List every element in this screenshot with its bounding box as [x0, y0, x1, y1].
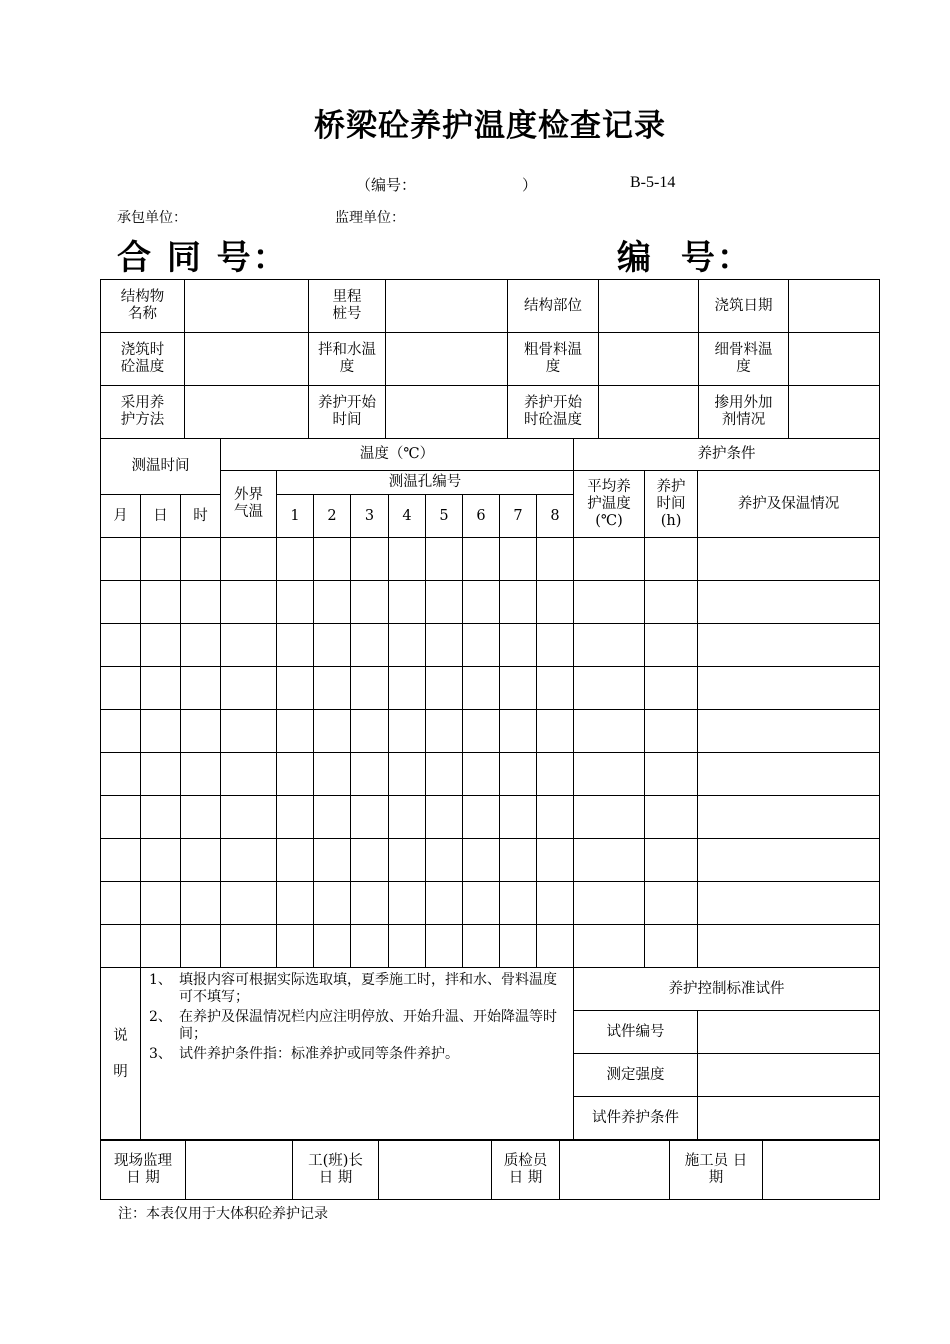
data-cell[interactable] [101, 581, 141, 624]
data-cell[interactable] [351, 667, 389, 710]
data-cell[interactable] [645, 925, 698, 968]
data-cell[interactable] [574, 710, 645, 753]
data-cell[interactable] [181, 667, 221, 710]
data-cell[interactable] [463, 667, 500, 710]
data-cell[interactable] [351, 538, 389, 581]
curing-insulation-header: 养护及保温情况 [698, 471, 880, 538]
month-header: 月 [101, 495, 141, 538]
measure-time-header: 测温时间 [101, 439, 221, 495]
curing-start-time-field[interactable] [386, 386, 508, 439]
coarse-temp-label: 粗骨料温度 [508, 333, 599, 386]
data-cell[interactable] [221, 581, 277, 624]
data-cell[interactable] [277, 925, 314, 968]
supervisor-sign-label: 现场监理日 期 [101, 1141, 186, 1200]
data-cell[interactable] [277, 710, 314, 753]
data-cell[interactable] [141, 538, 181, 581]
specimen-number-label: 试件编号 [574, 1011, 698, 1054]
specimen-strength-field[interactable] [698, 1054, 880, 1097]
data-cell[interactable] [351, 839, 389, 882]
data-cell[interactable] [537, 753, 574, 796]
data-cell[interactable] [221, 839, 277, 882]
data-cell[interactable] [141, 667, 181, 710]
note-item: 1、 填报内容可根据实际选取填，夏季施工时，拌和水、骨料温度可不填写； [149, 972, 557, 1005]
inspector-sign-field[interactable] [560, 1141, 670, 1200]
table-row [101, 538, 880, 581]
data-cell[interactable] [537, 882, 574, 925]
coarse-temp-field[interactable] [599, 333, 699, 386]
data-cell[interactable] [389, 796, 426, 839]
data-cell[interactable] [645, 710, 698, 753]
data-cell[interactable] [463, 882, 500, 925]
data-cell[interactable] [463, 839, 500, 882]
data-cell[interactable] [426, 796, 463, 839]
data-cell[interactable] [389, 710, 426, 753]
data-cell[interactable] [351, 753, 389, 796]
info-table [100, 279, 880, 439]
pour-temp-label: 浇筑时砼温度 [101, 333, 185, 386]
data-cell[interactable] [141, 581, 181, 624]
data-cell[interactable] [141, 796, 181, 839]
structure-part-field[interactable] [599, 280, 699, 333]
curing-method-label: 采用养护方法 [101, 386, 185, 439]
curing-method-field[interactable] [185, 386, 309, 439]
data-cell[interactable] [314, 839, 351, 882]
data-cell[interactable] [277, 624, 314, 667]
data-cell[interactable] [277, 753, 314, 796]
admixture-field[interactable] [789, 386, 880, 439]
data-cell[interactable] [101, 538, 141, 581]
day-header: 日 [141, 495, 181, 538]
structure-name-field[interactable] [185, 280, 309, 333]
number-label-open: （编号： [356, 176, 417, 194]
curing-start-temp-field[interactable] [599, 386, 699, 439]
contract-no-label: 合 同 号： [117, 238, 289, 278]
table-row [101, 882, 880, 925]
data-cell[interactable] [277, 882, 314, 925]
data-cell[interactable] [500, 925, 537, 968]
structure-name-label: 结构物名称 [101, 280, 185, 333]
data-cell[interactable] [351, 925, 389, 968]
data-cell[interactable] [314, 710, 351, 753]
specimen-title: 养护控制标准试件 [574, 968, 880, 1011]
data-cell[interactable] [351, 581, 389, 624]
data-cell[interactable] [574, 581, 645, 624]
table-row [101, 753, 880, 796]
curing-start-temp-label: 养护开始时砼温度 [508, 386, 599, 439]
data-cell[interactable] [221, 624, 277, 667]
data-cell[interactable] [181, 710, 221, 753]
fine-temp-field[interactable] [789, 333, 880, 386]
curing-conditions-header: 养护条件 [574, 439, 880, 471]
data-cell[interactable] [463, 581, 500, 624]
data-cell[interactable] [500, 667, 537, 710]
inspector-sign-label: 质检员日 期 [492, 1141, 560, 1200]
data-cell[interactable] [537, 581, 574, 624]
specimen-strength-label: 测定强度 [574, 1054, 698, 1097]
foreman-sign-field[interactable] [379, 1141, 492, 1200]
hole-8-header: 8 [537, 495, 574, 538]
data-cell[interactable] [500, 710, 537, 753]
data-cell[interactable] [698, 753, 880, 796]
temperature-header: 温度（℃） [221, 439, 574, 471]
data-rows [101, 538, 880, 968]
data-cell[interactable] [181, 581, 221, 624]
data-cell[interactable] [537, 839, 574, 882]
data-cell[interactable] [645, 839, 698, 882]
data-cell[interactable] [314, 581, 351, 624]
data-cell[interactable] [277, 581, 314, 624]
structure-part-label: 结构部位 [508, 280, 599, 333]
data-cell[interactable] [463, 710, 500, 753]
supervisor-label: 监理单位： [335, 210, 405, 226]
data-cell[interactable] [645, 667, 698, 710]
signature-table [100, 1140, 880, 1200]
data-cell[interactable] [537, 538, 574, 581]
data-cell[interactable] [698, 624, 880, 667]
data-cell[interactable] [463, 925, 500, 968]
data-cell[interactable] [141, 925, 181, 968]
data-cell[interactable] [389, 538, 426, 581]
data-cell[interactable] [101, 839, 141, 882]
data-cell[interactable] [277, 667, 314, 710]
data-cell[interactable] [141, 882, 181, 925]
specimen-condition-label: 试件养护条件 [574, 1097, 698, 1140]
pour-date-field[interactable] [789, 280, 880, 333]
table-row [101, 710, 880, 753]
data-cell[interactable] [314, 667, 351, 710]
data-cell[interactable] [574, 538, 645, 581]
curing-hours-header: 养护时间(h) [645, 471, 698, 538]
data-cell[interactable] [181, 925, 221, 968]
table-row [101, 581, 880, 624]
data-cell[interactable] [141, 753, 181, 796]
hole-7-header: 7 [500, 495, 537, 538]
data-cell[interactable] [537, 710, 574, 753]
table-row [101, 925, 880, 968]
data-cell[interactable] [698, 796, 880, 839]
data-cell[interactable] [181, 839, 221, 882]
data-cell[interactable] [351, 710, 389, 753]
admixture-label: 掺用外加剂情况 [699, 386, 789, 439]
temperature-table [100, 438, 880, 1140]
pour-temp-field[interactable] [185, 333, 309, 386]
data-cell[interactable] [574, 624, 645, 667]
data-cell[interactable] [351, 796, 389, 839]
data-cell[interactable] [141, 839, 181, 882]
hole-3-header: 3 [351, 495, 389, 538]
worker-sign-label: 施工员 日期 [670, 1141, 763, 1200]
data-cell[interactable] [426, 710, 463, 753]
data-cell[interactable] [698, 839, 880, 882]
data-cell[interactable] [221, 925, 277, 968]
hole-2-header: 2 [314, 495, 351, 538]
contractor-label: 承包单位： [117, 210, 187, 226]
data-cell[interactable] [314, 882, 351, 925]
data-cell[interactable] [101, 796, 141, 839]
outside-temp-header: 外界气温 [221, 471, 277, 538]
data-cell[interactable] [645, 753, 698, 796]
data-cell[interactable] [463, 753, 500, 796]
data-cell[interactable] [698, 581, 880, 624]
data-cell[interactable] [426, 882, 463, 925]
data-cell[interactable] [500, 796, 537, 839]
data-cell[interactable] [426, 667, 463, 710]
mileage-field[interactable] [386, 280, 508, 333]
data-cell[interactable] [314, 538, 351, 581]
water-temp-label: 拌和水温度 [309, 333, 386, 386]
data-cell[interactable] [500, 882, 537, 925]
data-cell[interactable] [181, 882, 221, 925]
data-cell[interactable] [426, 839, 463, 882]
data-cell[interactable] [389, 882, 426, 925]
data-cell[interactable] [101, 753, 141, 796]
data-cell[interactable] [221, 882, 277, 925]
hour-header: 时 [181, 495, 221, 538]
data-cell[interactable] [351, 624, 389, 667]
data-cell[interactable] [277, 839, 314, 882]
data-cell[interactable] [537, 796, 574, 839]
data-cell[interactable] [537, 925, 574, 968]
notes-label: 说明 [101, 968, 141, 1140]
data-cell[interactable] [537, 667, 574, 710]
data-cell[interactable] [537, 624, 574, 667]
data-cell[interactable] [698, 667, 880, 710]
avg-temp-header: 平均养护温度(℃) [574, 471, 645, 538]
notes-content [141, 968, 574, 1140]
data-cell[interactable] [389, 839, 426, 882]
data-cell[interactable] [181, 538, 221, 581]
data-cell[interactable] [574, 839, 645, 882]
data-cell[interactable] [698, 710, 880, 753]
data-cell[interactable] [645, 624, 698, 667]
number-label-close: ） [522, 176, 538, 194]
data-cell[interactable] [221, 538, 277, 581]
data-cell[interactable] [645, 538, 698, 581]
form-code: B-5-14 [630, 174, 676, 191]
data-cell[interactable] [389, 667, 426, 710]
data-cell[interactable] [500, 753, 537, 796]
data-cell[interactable] [389, 753, 426, 796]
data-cell[interactable] [698, 882, 880, 925]
foreman-sign-label: 工(班)长日 期 [293, 1141, 379, 1200]
data-cell[interactable] [101, 667, 141, 710]
table-row [101, 667, 880, 710]
curing-start-time-label: 养护开始时间 [309, 386, 386, 439]
data-cell[interactable] [181, 796, 221, 839]
data-cell[interactable] [645, 882, 698, 925]
data-cell[interactable] [500, 839, 537, 882]
data-cell[interactable] [181, 624, 221, 667]
data-cell[interactable] [426, 581, 463, 624]
footnote: 注：本表仅用于大体积砼养护记录 [118, 1206, 328, 1222]
table-row [101, 839, 880, 882]
data-cell[interactable] [181, 753, 221, 796]
data-cell[interactable] [574, 753, 645, 796]
data-cell[interactable] [314, 753, 351, 796]
hole-6-header: 6 [463, 495, 500, 538]
data-cell[interactable] [426, 925, 463, 968]
page-title: 桥梁砼养护温度检查记录 [314, 108, 666, 144]
data-cell[interactable] [101, 710, 141, 753]
data-cell[interactable] [101, 925, 141, 968]
data-cell[interactable] [574, 882, 645, 925]
water-temp-field[interactable] [386, 333, 508, 386]
data-cell[interactable] [221, 753, 277, 796]
mileage-label: 里程桩号 [309, 280, 386, 333]
data-cell[interactable] [426, 753, 463, 796]
data-cell[interactable] [277, 796, 314, 839]
specimen-number-field[interactable] [698, 1011, 880, 1054]
data-cell[interactable] [389, 581, 426, 624]
note-item: 3、 试件养护条件指：标准养护或同等条件养护。 [149, 1046, 459, 1062]
data-cell[interactable] [645, 796, 698, 839]
data-cell[interactable] [698, 925, 880, 968]
data-cell[interactable] [314, 796, 351, 839]
data-cell[interactable] [574, 667, 645, 710]
specimen-condition-field[interactable] [698, 1097, 880, 1140]
serial-no-label: 编 号： [617, 238, 753, 278]
data-cell[interactable] [500, 624, 537, 667]
data-cell[interactable] [698, 538, 880, 581]
supervisor-sign-field[interactable] [186, 1141, 293, 1200]
data-cell[interactable] [101, 624, 141, 667]
hole-5-header: 5 [426, 495, 463, 538]
data-cell[interactable] [314, 925, 351, 968]
table-row [101, 796, 880, 839]
data-cell[interactable] [389, 925, 426, 968]
fine-temp-label: 细骨料温度 [699, 333, 789, 386]
data-cell[interactable] [221, 667, 277, 710]
data-cell[interactable] [221, 796, 277, 839]
data-cell[interactable] [277, 538, 314, 581]
pour-date-label: 浇筑日期 [699, 280, 789, 333]
data-cell[interactable] [141, 710, 181, 753]
data-cell[interactable] [463, 538, 500, 581]
hole-no-header: 测温孔编号 [277, 471, 574, 495]
data-cell[interactable] [645, 581, 698, 624]
worker-sign-field[interactable] [763, 1141, 880, 1200]
data-cell[interactable] [574, 925, 645, 968]
data-cell[interactable] [463, 796, 500, 839]
data-cell[interactable] [574, 796, 645, 839]
data-cell[interactable] [389, 624, 426, 667]
data-cell[interactable] [101, 882, 141, 925]
data-cell[interactable] [351, 882, 389, 925]
table-row [101, 624, 880, 667]
data-cell[interactable] [141, 624, 181, 667]
data-cell[interactable] [426, 538, 463, 581]
data-cell[interactable] [221, 710, 277, 753]
note-item: 2、 在养护及保温情况栏内应注明停放、开始升温、开始降温等时间； [149, 1009, 557, 1042]
hole-4-header: 4 [389, 495, 426, 538]
data-cell[interactable] [500, 538, 537, 581]
data-cell[interactable] [426, 624, 463, 667]
data-cell[interactable] [314, 624, 351, 667]
hole-1-header: 1 [277, 495, 314, 538]
data-cell[interactable] [500, 581, 537, 624]
data-cell[interactable] [463, 624, 500, 667]
